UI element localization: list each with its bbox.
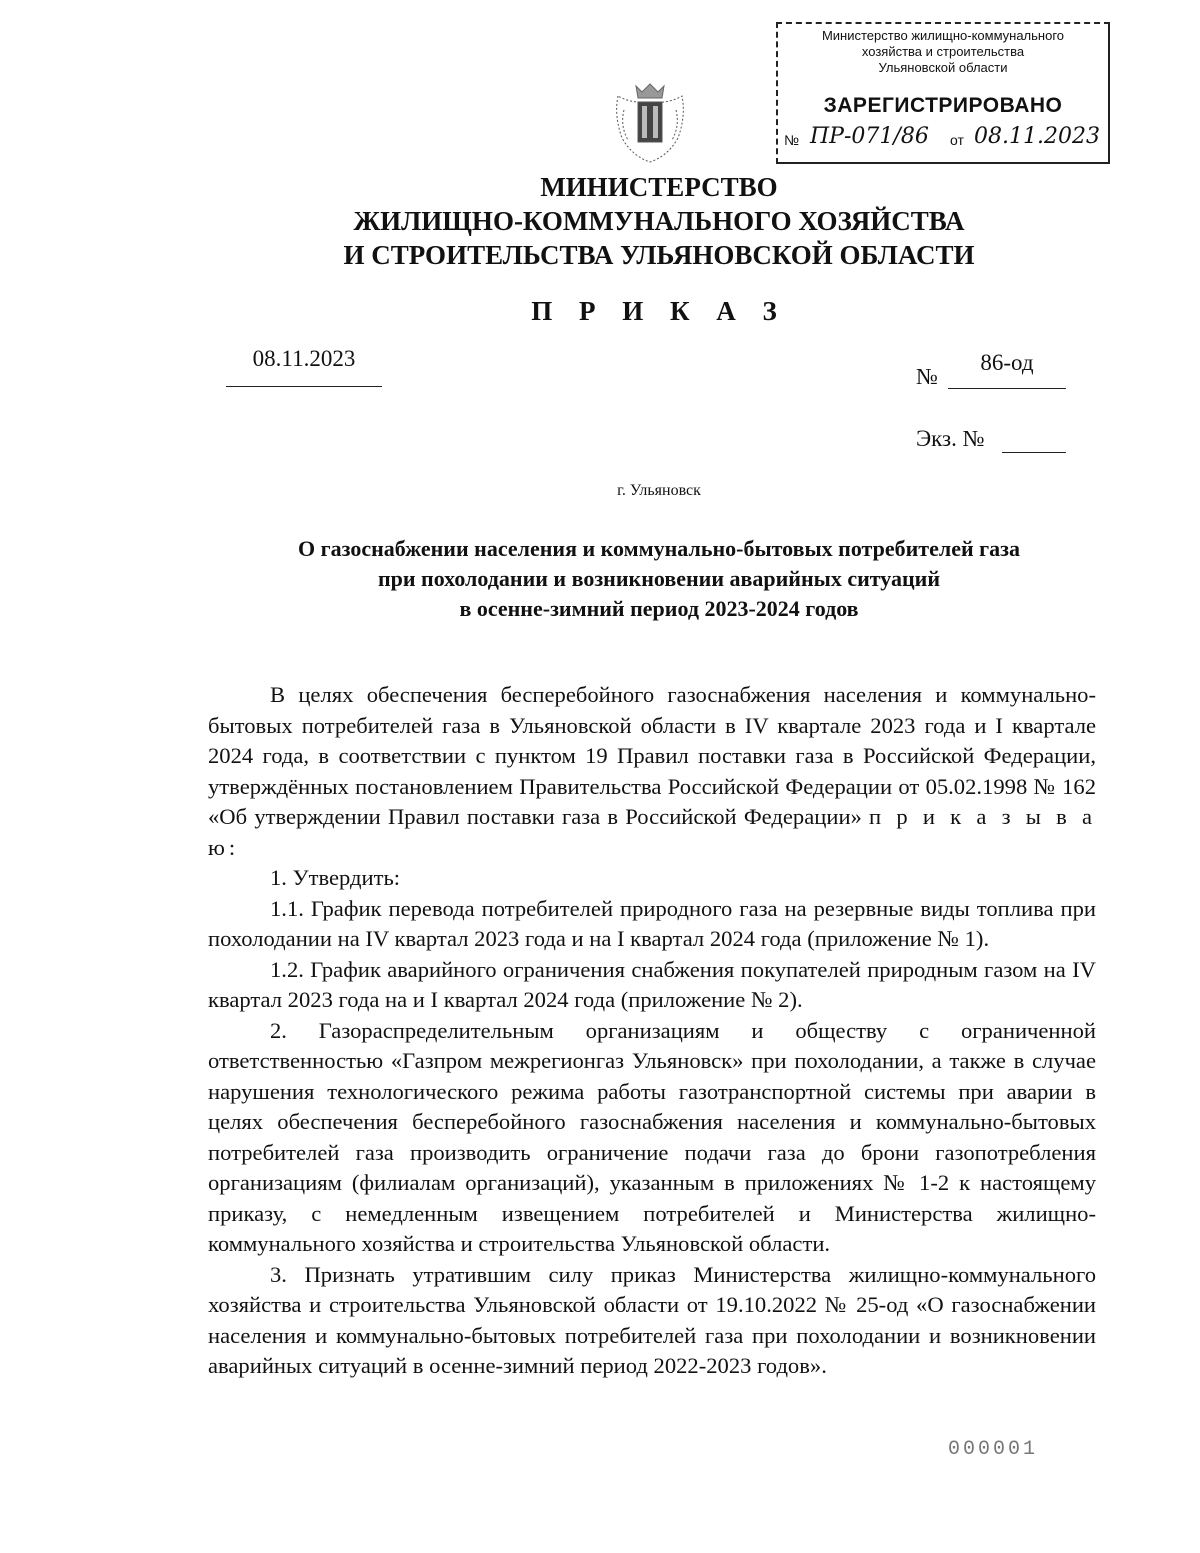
copy-number-blank [1002,452,1066,453]
stamp-registered: ЗАРЕГИСТРИРОВАНО [823,94,1063,117]
stamp-date-label: от [950,132,964,148]
order-word: п р и к а з ы в а ю: [208,804,1096,860]
order-title: П Р И К А З [531,296,787,326]
order-item: 3. Признать утратившим силу приказ Министерства жилищно-коммунального хозяйства и строительства Ульяновской области от 19.10.2022 № 25-од «О газоснабжении населения и коммунально-бытовых потребителей газа при похолодании и возникновении аварийных ситуаций в осенне-зимний период 2022-2023 годов». [208,1261,1096,1378]
stamp-line: Ульяновской области [878,60,1008,75]
subject-line: О газоснабжении населения и коммунально-бытовых потребителей газа [298,536,1020,561]
order-number: 86-од [948,350,1066,389]
order-item: 1.1. График перевода потребителей природного газа на резервные виды топлива при похолодании на IV квартал 2023 года и на I квартал 2024 года (приложение № 1). [208,895,1096,951]
stamp-line: хозяйства и строительства [861,44,1025,59]
copy-number-label: Экз. № [916,426,985,451]
subject-line: в осенне-зимний период 2023-2024 годов [459,596,859,621]
stamp-registration-row [782,124,1104,154]
ministry-name-line: МИНИСТЕРСТВО [540,172,778,202]
order-number-label: № [916,364,938,389]
preamble-paragraph [208,680,1096,863]
order-item: 1. Утвердить: [270,865,401,890]
order-body [208,680,1096,1382]
ministry-name-line: ЖИЛИЩНО-КОММУНАЛЬНОГО ХОЗЯЙСТВА [353,206,965,236]
stamp-line: Министерство жилищно-коммунального [821,28,1065,43]
order-date: 08.11.2023 [226,346,382,387]
order-item: 2. Газораспределительным организациям и обществу с ограниченной ответственностью «Газпром межрегионгаз Ульяновск» при похолодании, а также в случае нарушения технологического режима работы газотранспортной системы при аварии в целях обеспечения бесперебойного газоснабжения населения и коммунально-бытовых потребителей газа производить ограничение подачи газа до брони газопотребления организациям (филиалам организаций), указанным в приложениях № 1-2 к настоящему приказу, с немедленным извещением потребителей и Министерства жилищно-коммунального хозяйства и строительства Ульяновской области. [208,1017,1096,1256]
page-code: 000001 [948,1438,1039,1461]
ministry-name-line: И СТРОИТЕЛЬСТВА УЛЬЯНОВСКОЙ ОБЛАСТИ [343,240,975,270]
subject-line: при похолодании и возникновении аварийных ситуаций [377,566,941,591]
coat-of-arms-emblem [612,76,688,166]
registration-stamp [776,22,1110,164]
city: г. Ульяновск [617,482,701,499]
preamble-text: В целях обеспечения бесперебойного газоснабжения населения и коммунально-бытовых потребителей газа в Ульяновской области в IV квартале 2023 года и I квартале 2024 года, в соответствии с пунктом 19 Правил поставки газа в Российской Федерации, утверждённых постановлением Правительства Российской Федерации от 05.02.1998 № 162 «Об утверждении Правил поставки газа в Российской Федерации» [208,682,1096,829]
stamp-handwritten-number: ПР-071/86 [810,124,929,149]
stamp-handwritten-date: 08.11.2023 [974,124,1100,149]
stamp-number-label: № [784,132,800,148]
order-subject [0,534,1200,624]
order-item: 1.2. График аварийного ограничения снабжения покупателей природным газом на IV квартал 2023 года на и I квартал 2024 года (приложение № 2). [208,956,1096,1012]
